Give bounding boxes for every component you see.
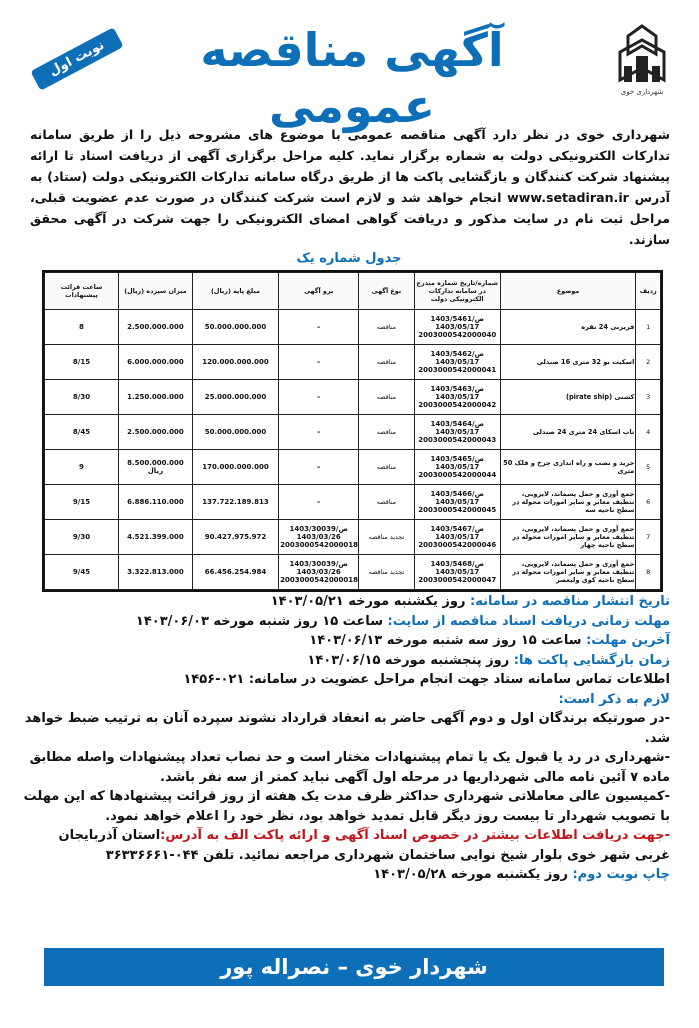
row-deposit: 6.886.110.000: [118, 485, 192, 520]
table-row: [45, 415, 661, 450]
row-number: 1: [636, 310, 661, 345]
row-type: مناقصه: [359, 380, 414, 415]
row-tender-number: 2003000542000044: [418, 471, 497, 479]
row-tender-number: 2003000542000042: [418, 401, 497, 409]
row-number: 5: [636, 450, 661, 485]
row-number: 3: [636, 380, 661, 415]
row-number: 2: [636, 345, 661, 380]
row-base-amount: 66.456.254.984: [192, 555, 278, 590]
row-ref-number: 1403/5467/ص 1403/05/17: [430, 525, 484, 541]
receive-deadline: مهلت زمانی دریافت اسناد مناقصه از سایت: ساعت ۱۵ روز شنبه مورخه ۱۴۰۳/۰۶/۰۳: [135, 613, 670, 629]
row-base-amount: 50.000.000.000: [192, 310, 278, 345]
row-subject: جمع آوری و حمل پسماند، لایروبی، تنظیف معابر و سایر امورات محوله در سطح ناحیه چهار: [500, 520, 636, 555]
row-reading-time: 8/15: [45, 345, 119, 380]
tender-notice: [6, 4, 692, 1024]
row-tender-number: 2003000542000047: [418, 576, 497, 584]
contact-info: اطلاعات تماس سامانه ستاد جهت انجام مراحل عضویت در سامانه: ۰۲۱-۱۴۵۶: [183, 672, 670, 687]
table-row: [45, 310, 661, 345]
row-tender-number: 2003000542000045: [418, 506, 497, 514]
mayor-signature-bar: شهردار خوی – نصراله پور: [44, 948, 664, 986]
row-reference: [414, 555, 500, 590]
row-reading-time: 9/15: [45, 485, 119, 520]
row-reading-time: 8/30: [45, 380, 119, 415]
notice-title: آگهی مناقصه عمومی: [200, 23, 504, 133]
row-ref-number: 1403/5463/ص 1403/05/17: [430, 385, 484, 401]
row-subject: کشتی (pirate ship): [500, 380, 636, 415]
final-deadline: آخرین مهلت: ساعت ۱۵ روز سه شنبه مورخه ۱۴۰۳/۰۶/۱۳: [309, 633, 670, 648]
row-deposit: 6.000.000.000: [118, 345, 192, 380]
notes-heading: لازم به ذکر است:: [558, 691, 670, 707]
table-row: [45, 450, 661, 485]
row-subject: جمع آوری و حمل پسماند، لایروبی، تنظیف معابر و سایر امورات محوله در سطح ناحیه سه: [500, 485, 636, 520]
row-reading-time: 8/45: [45, 415, 119, 450]
row-reference: [414, 415, 500, 450]
table-row: [45, 555, 661, 590]
row-ref-number: 1403/5462/ص 1403/05/17: [430, 350, 484, 366]
table-header-row: [45, 273, 661, 310]
row-type: تجدید مناقصه: [359, 520, 414, 555]
row-tender-number: 2003000542000046: [418, 541, 497, 549]
row-subject: جمع آوری و حمل پسماند، لایروبی، تنظیف معابر و سایر امورات محوله در سطح ناحیه کوی ولیعصر: [500, 555, 636, 590]
row-reference: [414, 520, 500, 555]
row-type: مناقصه: [359, 415, 414, 450]
row-ref-number: 1403/5461/ص 1403/05/17: [430, 315, 484, 331]
row-reference: [414, 310, 500, 345]
logo-caption: شهرداری خوی: [620, 88, 664, 96]
table-row: [45, 520, 661, 555]
row-previous: –: [279, 450, 359, 485]
row-reference: [414, 345, 500, 380]
row-number: 6: [636, 485, 661, 520]
header-deposit: میزان سپرده (ریال): [118, 273, 192, 310]
table-row: [45, 380, 661, 415]
intro-paragraph: [30, 124, 670, 250]
row-base-amount: 120.000.000.000: [192, 345, 278, 380]
row-previous: –: [279, 485, 359, 520]
row-reading-time: 8: [45, 310, 119, 345]
row-deposit: 1.250.000.000: [118, 380, 192, 415]
row-subject: تاب اسکای 24 متری 24 صندلی: [500, 415, 636, 450]
table-row: [45, 485, 661, 520]
header-base-amount: مبلغ پایه (ریال): [192, 273, 278, 310]
second-publication: چاپ نوبت دوم: روز یکشنبه مورخه ۱۴۰۳/۰۵/۲۸: [373, 867, 670, 882]
row-ref-number: 1403/5466/ص 1403/05/17: [430, 490, 484, 506]
row-ref-number: 1403/5468/ص 1403/05/17: [430, 560, 484, 576]
row-previous: –: [279, 345, 359, 380]
details-section: [20, 592, 670, 885]
row-type: مناقصه: [359, 345, 414, 380]
row-tender-number: 2003000542000040: [418, 331, 497, 339]
row-reading-time: 9: [45, 450, 119, 485]
note-3: -کمیسیون عالی معاملاتی شهرداری حداکثر ظرف مدت یک هفته از روز قرائت پیشنهادها که این مهلت با تصویب شهردار تا بیست روز دیگر قابل تمدید خواهد بود، نظر خود را اعلام خواهد نمود.: [23, 789, 670, 824]
header-reading-time: ساعت قرائت پیشنهادات: [45, 273, 119, 310]
more-info: -جهت دریافت اطلاعات بیشتر در خصوص اسناد آگهی و ارائه پاکت الف به آدرس:استان آذربایجان غربی شهر خوی بلوار شیخ نوایی ساختمان شهرداری مراجعه نمائید. تلفن ۰۴۴-۳۶۳۳۶۶۶۱: [58, 828, 670, 863]
note-1: -در صورتیکه برندگان اول و دوم آگهی حاضر به انعقاد قرارداد نشوند سپرده آنان به ترتیب ضبط خواهد شد.: [24, 711, 670, 746]
intro-text: شهرداری خوی در نظر دارد آگهی مناقصه عمومی با موضوع های مشروحه ذیل را از طریق سامانه تدارکات الکترونیکی دولت به شماره برگزار نماید. کلیه مراحل برگزاری آگهی از دریافت اسناد تا ارائه پیشنهاد شرکت کنندگان و بازگشایی پاکت ها از طریق درگاه سامانه تدارکات الکترونیکی دولت (ستاد) به آدرس: [30, 127, 670, 205]
row-tender-number: 2003000542000043: [418, 436, 497, 444]
row-deposit: 8.500.000.000 ریال: [118, 450, 192, 485]
row-base-amount: 90.427.975.972: [192, 520, 278, 555]
header-previous: برو آگهی: [279, 273, 359, 310]
row-type: تجدید مناقصه: [359, 555, 414, 590]
row-type: مناقصه: [359, 310, 414, 345]
row-number: 4: [636, 415, 661, 450]
row-previous: –: [279, 380, 359, 415]
header-row-number: ردیف: [636, 273, 661, 310]
row-reference: [414, 450, 500, 485]
row-previous: 1403/30039/ص 1403/03/26 2003000542000018: [279, 555, 359, 590]
row-reference: [414, 380, 500, 415]
header-type: نوع آگهی: [359, 273, 414, 310]
first-publication-badge: نوبت اول: [30, 27, 123, 91]
website-link[interactable]: www.setadiran.ir: [507, 190, 629, 205]
row-reference: [414, 485, 500, 520]
row-deposit: 3.322.813.000: [118, 555, 192, 590]
row-base-amount: 25.000.000.000: [192, 380, 278, 415]
row-base-amount: 137.722.189.813: [192, 485, 278, 520]
opening-time: زمان بازگشایی پاکت ها: روز پنجشنبه مورخه ۱۴۰۳/۰۶/۱۵: [307, 652, 670, 668]
header-subject: موضوع: [500, 273, 636, 310]
table-title: جدول شماره یک: [296, 251, 402, 266]
table-row: [45, 345, 661, 380]
tender-table: [42, 270, 663, 592]
row-subject: فریزبی 24 نفره: [500, 310, 636, 345]
row-type: مناقصه: [359, 450, 414, 485]
row-number: 7: [636, 520, 661, 555]
header-reference: شماره/تاریخ شماره مندرج در سامانه تدارکات الکترونیکی دولت: [414, 273, 500, 310]
row-deposit: 2.500.000.000: [118, 415, 192, 450]
row-base-amount: 170.000.000.000: [192, 450, 278, 485]
row-ref-number: 1403/5465/ص 1403/05/17: [430, 455, 484, 471]
intro-text-2: انجام خواهد شد و لازم است شرکت کنندگان در صورت عدم عضویت قبلی، مراحل ثبت نام در سایت مذکور و دریافت گواهی امضای الکترونیکی را جهت شرکت در آگهی محقق سازند.: [30, 190, 670, 247]
row-tender-number: 2003000542000041: [418, 366, 497, 374]
row-reading-time: 9/30: [45, 520, 119, 555]
publish-date: تاریخ انتشار مناقصه در سامانه: روز یکشنبه مورخه ۱۴۰۳/۰۵/۲۱: [270, 594, 670, 609]
row-number: 8: [636, 555, 661, 590]
row-base-amount: 50.000.000.000: [192, 415, 278, 450]
row-previous: –: [279, 415, 359, 450]
row-previous: –: [279, 310, 359, 345]
row-deposit: 2.500.000.000: [118, 310, 192, 345]
row-reading-time: 9/45: [45, 555, 119, 590]
row-ref-number: 1403/5464/ص 1403/05/17: [430, 420, 484, 436]
row-subject: اسکیت بو 32 متری 16 صندلی: [500, 345, 636, 380]
row-type: مناقصه: [359, 485, 414, 520]
row-deposit: 4.521.399.000: [118, 520, 192, 555]
row-subject: خرید و نصب و راه اندازی چرخ و فلک 50 متری: [500, 450, 636, 485]
note-2: -شهرداری در رد یا قبول یک یا تمام پیشنهادات مختار است و حد نصاب تعداد پیشنهادات واصله مطابق ماده ۷ آئین نامه مالی شهرداریها در مرحله اول آگهی نباید کمتر از سه نفر باشد.: [29, 750, 670, 785]
row-previous: 1403/30039/ص 1403/03/26 2003000542000018: [279, 520, 359, 555]
